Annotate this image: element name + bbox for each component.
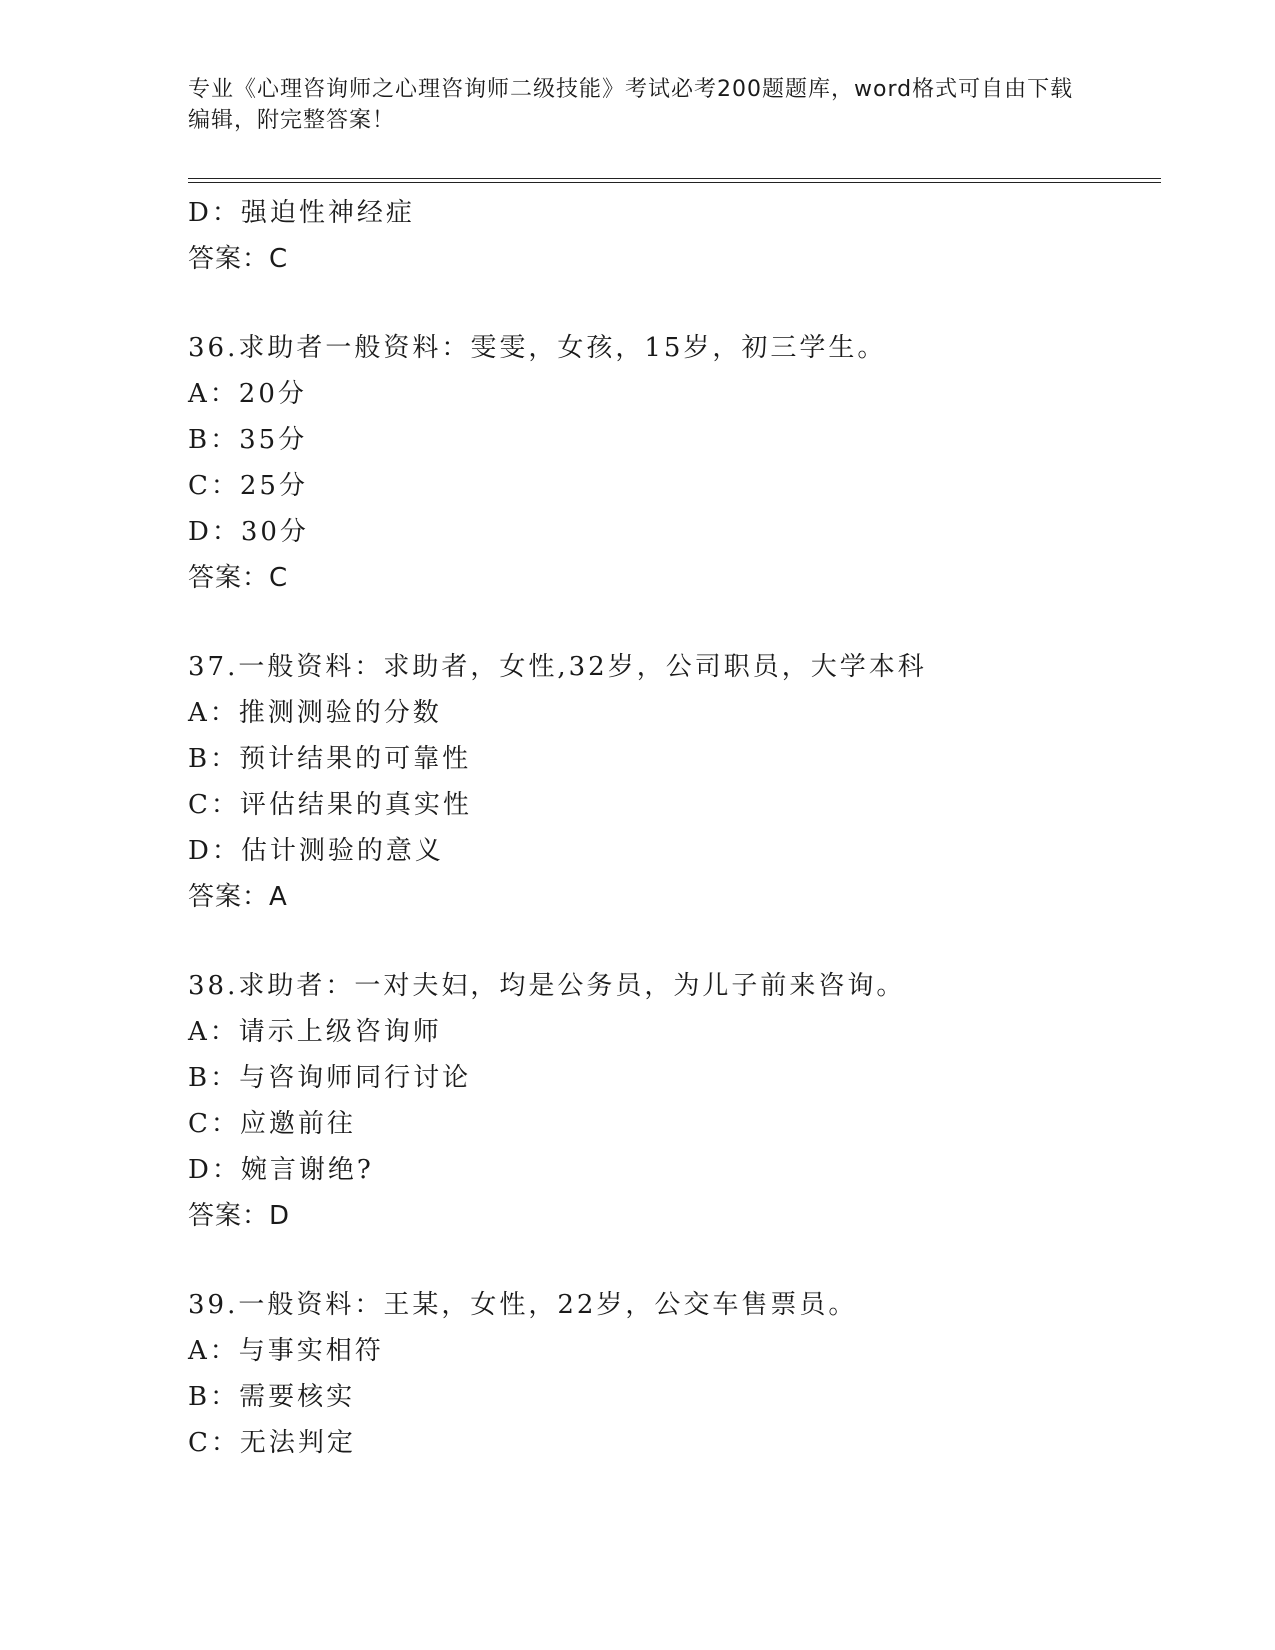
option-b: B：需要核实 — [188, 1382, 356, 1412]
option-c: C：评估结果的真实性 — [188, 790, 472, 820]
question-list — [188, 190, 1161, 1466]
question-stem: 38.求助者：一对夫妇，均是公务员，为儿子前来咨询。 — [188, 971, 906, 1001]
answer-line: 答案：C — [188, 563, 289, 593]
spacer — [188, 282, 1161, 325]
question-stem: 39.一般资料：王某，女性，22岁，公交车售票员。 — [188, 1290, 858, 1320]
option-c: C：应邀前往 — [188, 1109, 356, 1139]
answer-line: 答案：C — [188, 244, 289, 274]
question-stem: 37.一般资料：求助者，女性,32岁，公司职员，大学本科 — [188, 652, 927, 682]
option-a: A：与事实相符 — [188, 1336, 384, 1366]
spacer — [188, 601, 1161, 644]
option-b: B：与咨询师同行讨论 — [188, 1063, 472, 1093]
answer-line: 答案：D — [188, 1201, 291, 1231]
option-c: C：25分 — [188, 471, 308, 501]
question-37 — [188, 644, 1161, 920]
document-header: 专业《心理咨询师之心理咨询师二级技能》考试必考200题题库，word格式可自由下载编辑，附完整答案！ — [188, 77, 1074, 133]
option-d: D：估计测验的意义 — [188, 836, 444, 866]
option-a: A：推测测验的分数 — [188, 698, 442, 728]
option-a: A：20分 — [188, 379, 307, 409]
question-39 — [188, 1282, 1161, 1466]
option-b: B：35分 — [188, 425, 308, 455]
answer-line: 答案：A — [188, 882, 288, 912]
option-d: D：30分 — [188, 517, 309, 547]
spacer — [188, 1239, 1161, 1282]
option-c: C：无法判定 — [188, 1428, 356, 1458]
question-36 — [188, 325, 1161, 601]
option-b: B：预计结果的可靠性 — [188, 744, 472, 774]
option-d: D：强迫性神经症 — [188, 198, 415, 228]
question-stem: 36.求助者一般资料：雯雯，女孩，15岁，初三学生。 — [188, 333, 887, 363]
option-a: A：请示上级咨询师 — [188, 1017, 442, 1047]
spacer — [188, 920, 1161, 963]
question-38 — [188, 963, 1161, 1239]
option-d: D：婉言谢绝? — [188, 1155, 374, 1185]
header-divider — [188, 178, 1161, 183]
